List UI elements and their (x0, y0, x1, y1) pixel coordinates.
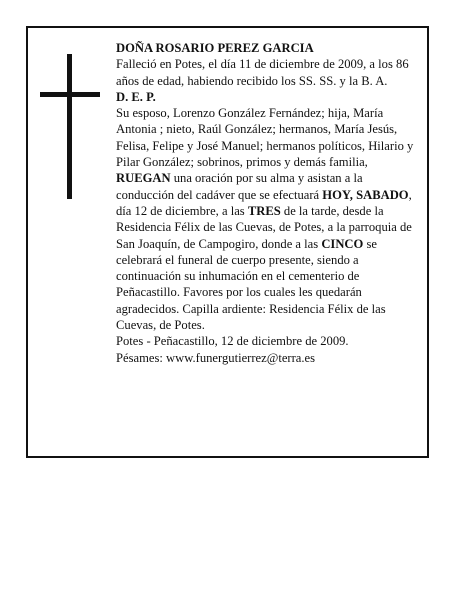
cinco-label: CINCO (321, 236, 364, 251)
cross-horizontal-bar (40, 92, 100, 97)
request-text-4: se celebrará el funeral de cuerpo presente, siendo a continuación su inhumación en el cementerio de Peñacastillo. Favores por los cuales les quedarán agradecidos. Capilla ardiente: Residencia Félix de las Cuevas, de Potes. (116, 236, 386, 333)
cross-vertical-bar (67, 54, 72, 199)
request-text-1: una oración por su alma y asistan a la conducción del cadáver que se efectuará (116, 171, 363, 202)
funeral-request (116, 170, 422, 333)
obituary-notice (26, 26, 429, 458)
family-list: Su esposo, Lorenzo González Fernández; hija, María Antonia ; nieto, Raúl González; hermanos, María Jesús, Felisa, Felipe y José Manuel; hermanos políticos, Hilario y Pilar González; sobrinos, primos y demás familia, (116, 106, 414, 170)
tres-label: TRES (247, 203, 281, 218)
dep-abbreviation: D. E. P. (116, 89, 156, 104)
request-text-3: de la tarde, desde la Residencia Félix de las Cuevas, de Potes, a la parroquia de San Joaquín, de Campogiro, donde a las (116, 203, 412, 251)
condolences-contact: Pésames: www.funergutierrez@terra.es (116, 350, 316, 365)
death-notice: Falleció en Potes, el día 11 de diciembre de 2009, a los 86 años de edad, habiendo recibido los SS. SS. y la B. A. (116, 57, 409, 88)
ruegan-label: RUEGAN (116, 171, 171, 186)
hoy-sabado-label: HOY, SABADO (322, 187, 409, 202)
notice-body (116, 40, 422, 366)
place-date: Potes - Peñacastillo, 12 de diciembre de 2009. (116, 334, 349, 349)
request-text-2: , día 12 de diciembre, a las (116, 187, 412, 218)
cross-icon (40, 54, 100, 199)
deceased-name: DOÑA ROSARIO PEREZ GARCIA (116, 41, 314, 55)
